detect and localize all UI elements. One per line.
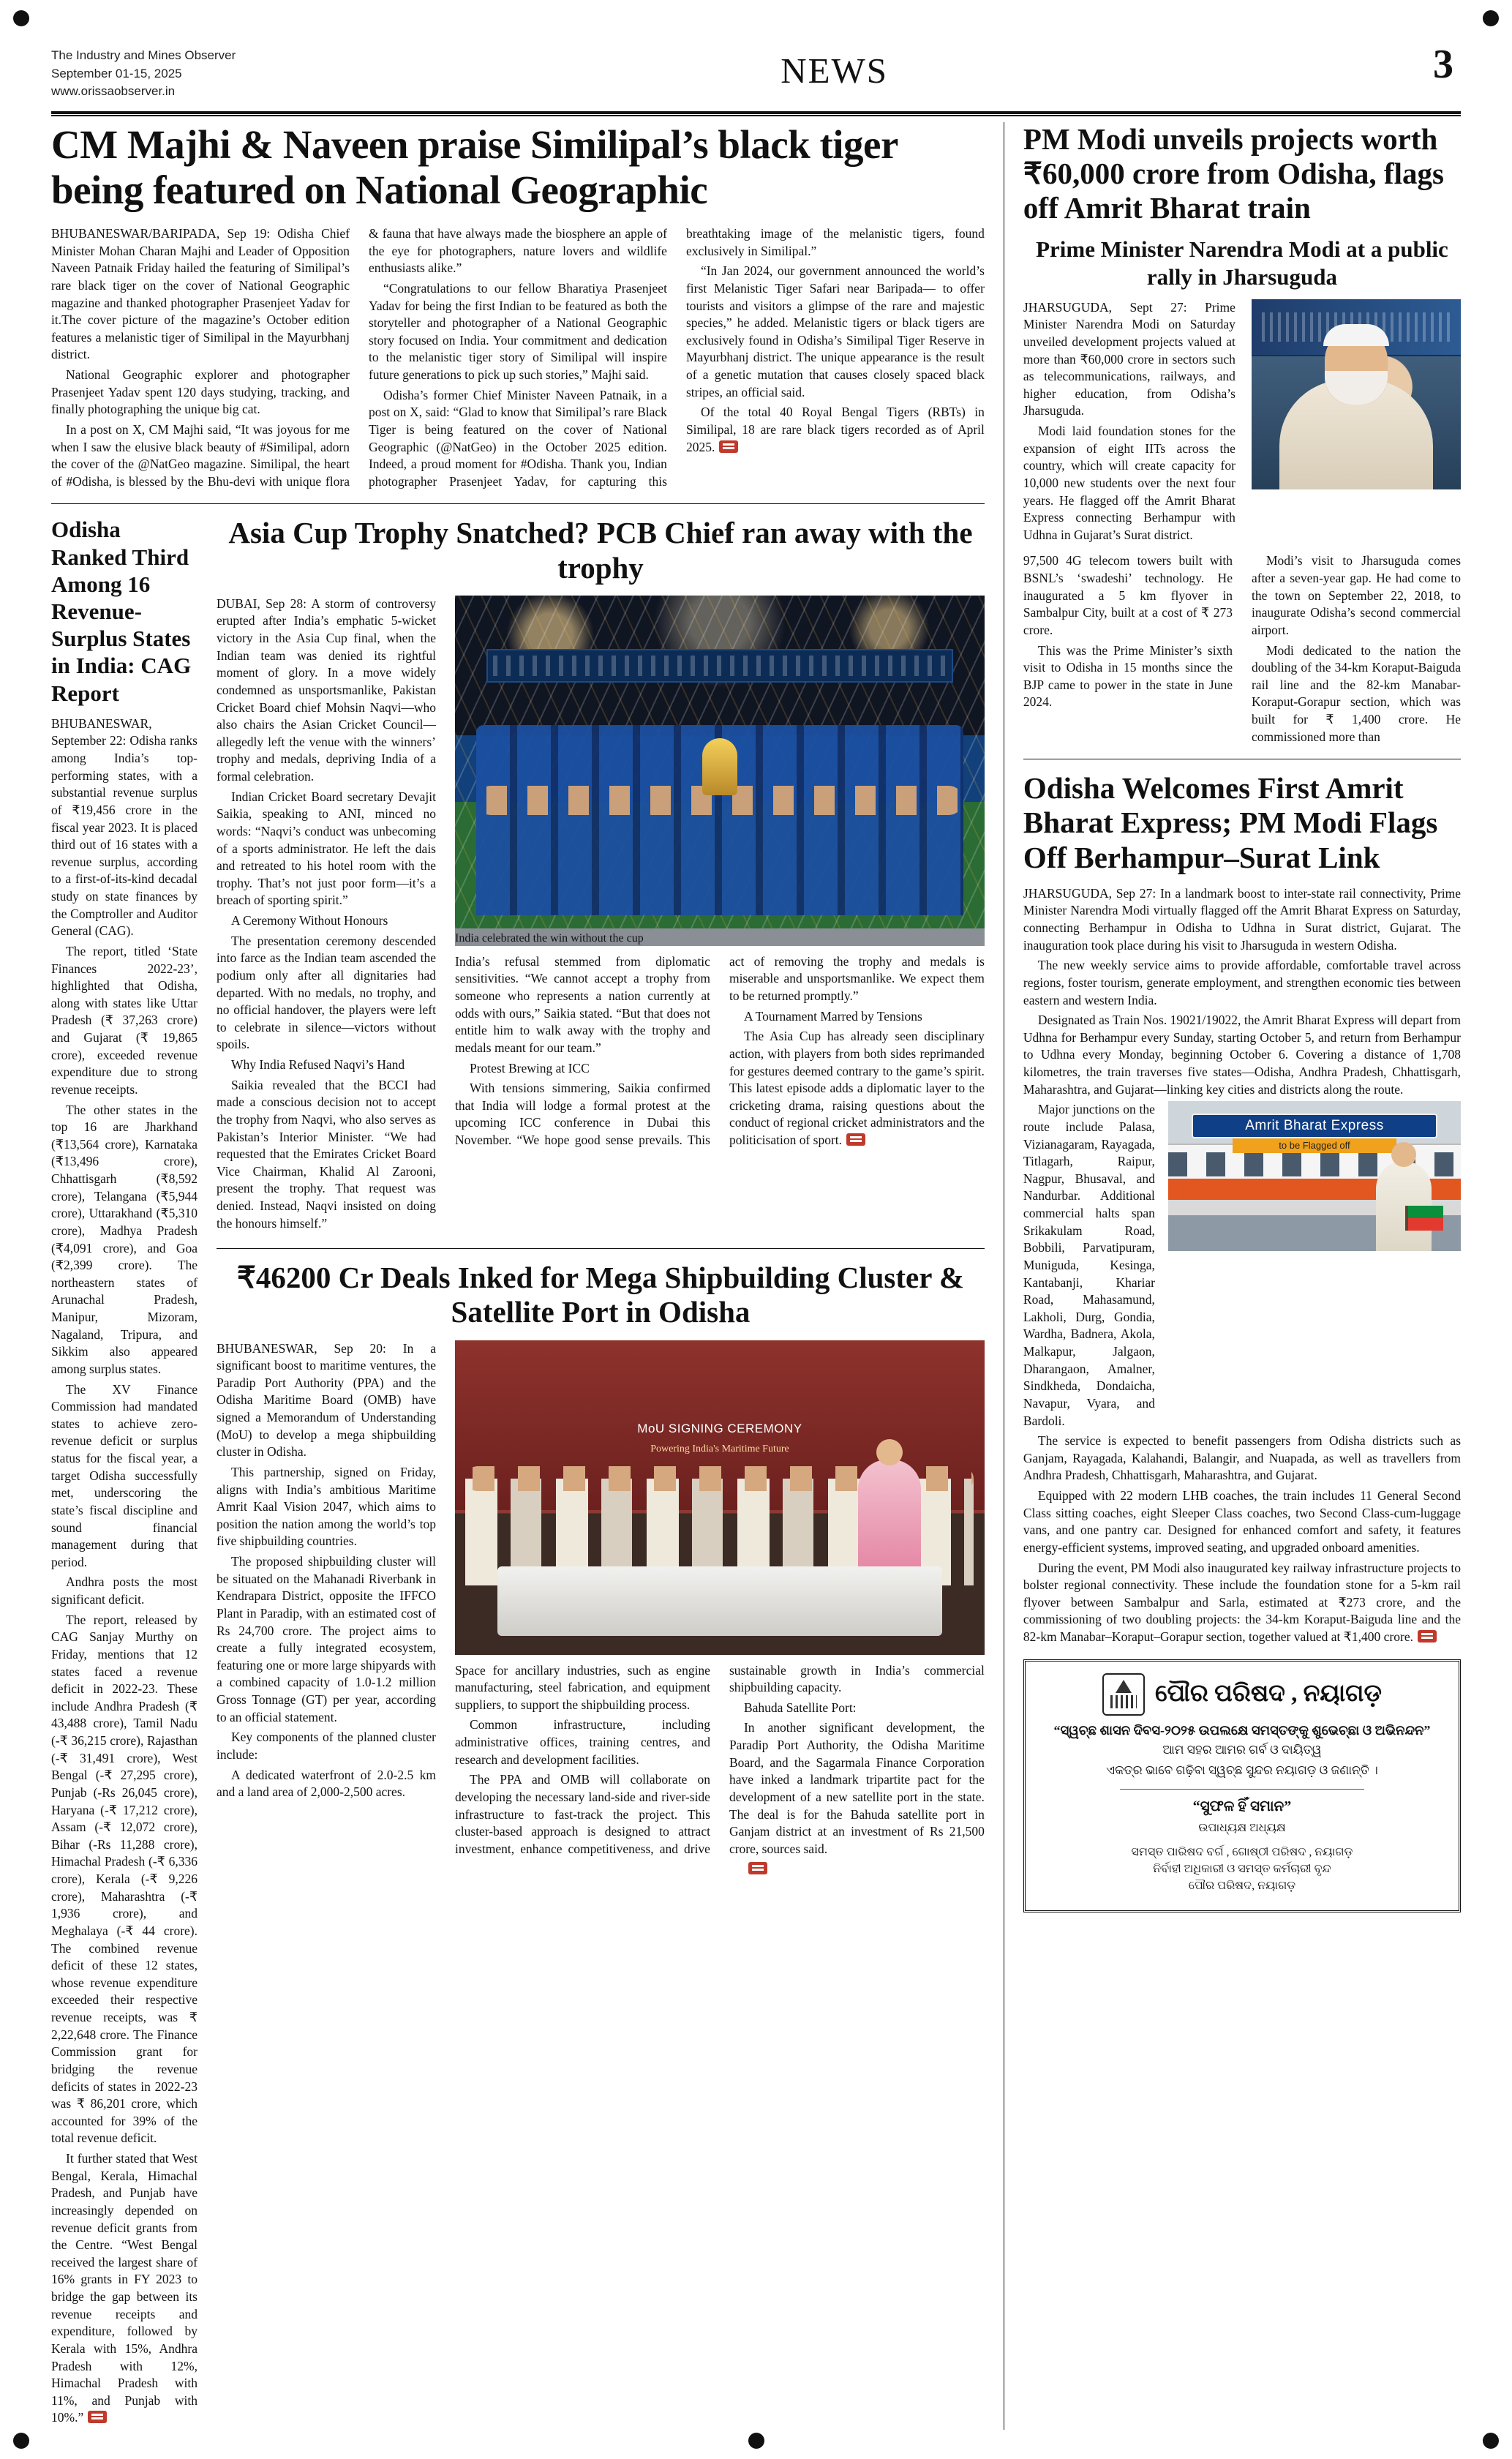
- article-lead-story: [51, 122, 985, 491]
- pm-modi-subhead: Prime Minister Narendra Modi at a public rally in Jharsuguda: [1036, 236, 1448, 290]
- end-mark-icon: [846, 1133, 865, 1146]
- asia-cup-headline: Asia Cup Trophy Snatched? PCB Chief ran away with the trophy: [228, 516, 973, 585]
- paragraph: The PPA and OMB will collaborate on developing the necessary land-side and river-side infrastructure to fast-track the project. This cluster-based approach is designed to attract investment, enhance competitiveness, and drive sustainable growth in India’s commercial shipbuilding capacity.: [455, 1662, 985, 1856]
- photo-caption: India celebrated the win without the cup: [455, 931, 644, 945]
- mou-signing-photo: MoU SIGNING CEREMONY Powering India's Maritime Future: [455, 1340, 985, 1655]
- paragraph: The report, titled ‘State Finances 2022-23’, highlighted that Odisha, along with states like Uttar Pradesh (₹ 37,263 crore) and Gujarat (₹ 19,865 crore), exceeded revenue expenditure due to strong revenue receipts.: [51, 943, 198, 1097]
- odisha-ranked-headline: Odisha Ranked Third Among 16 Revenue-Surplus States in India: CAG Report: [51, 517, 192, 706]
- pm-modi-continuation: [1023, 552, 1461, 746]
- ad-line-2: ଏକତ୍ର ଭାବେ ଗଢ଼ିବା ସ୍ୱଚ୍ଛ ସୁନ୍ଦର ନୟାଗଡ଼ ଓ ଜଣାନ୍ତି ।: [1106, 1763, 1378, 1778]
- paragraph: BHUBANESWAR, Sep 20: In a significant boost to maritime ventures, the Paradip Port Authority (PPA) and the Odisha Maritime Board (OMB) have signed a Memorandum of Understanding (MoU) to develop a mega shipbuilding cluster in Odisha.: [217, 1340, 436, 1460]
- shipbuilding-continuation: [455, 1662, 985, 1879]
- paragraph: The presentation ceremony descended into farce as the Indian team ascended the podium only after all dignitaries had departed. With no medals, no trophy, and no official handover, the players were left to celebrate in silence—victors without spoils.: [217, 933, 436, 1052]
- masthead-publication-block: [51, 44, 236, 101]
- train-banner-text: Amrit Bharat Express: [1192, 1114, 1437, 1138]
- right-column: [1023, 122, 1461, 2430]
- paragraph: Key components of the planned cluster include:: [217, 1730, 436, 1762]
- page-number: 3: [1432, 42, 1453, 87]
- paragraph: Designated as Train Nos. 19021/19022, the Amrit Bharat Express will depart from Udhna for Berhampur every Sunday, starting October 5, and return from Berhampur to Udhna every Monday, beginning October 6. Covering a distance of 1,708 kilometres, the train traverses five states—Odisha, Andhra Pradesh, Chhattisgarh, Maharashtra, and Gujarat—linking key cities and districts along the route.: [1023, 1013, 1462, 1097]
- publication-name: The Industry and Mines Observer: [51, 48, 236, 62]
- section-row-two: [51, 503, 985, 2430]
- registration-mark: [13, 10, 29, 26]
- ad-line-1: ଆମ ସହର ଆମର ଗର୍ବ ଓ ଦାୟିତ୍ୱ: [1162, 1742, 1322, 1757]
- paragraph-text: Of the total 40 Royal Bengal Tigers (RBTs) in Similipal, 18 are rare black tigers recorded as of April 2025.: [685, 405, 985, 454]
- pm-modi-headline: PM Modi unveils projects worth ₹60,000 crore from Odisha, flags off Amrit Bharat train: [1023, 121, 1444, 225]
- paragraph: JHARSUGUDA, Sept 27: Prime Minister Narendra Modi on Saturday unveiled development projects valued at more than ₹60,000 crore in sectors such as telecommunications, railways, and higher education, from Odisha’s Jharsuguda.: [1023, 299, 1235, 418]
- paragraph: JHARSUGUDA, Sep 27: In a landmark boost to inter-state rail connectivity, Prime Minister Narendra Modi virtually flagged off the Amrit Bharat Express on Saturday, connecting Berhampur in Odisha to Udhna in Surat district, Gujarat. The inauguration took place during his visit to Jharsuguda in western Odisha.: [1023, 885, 1462, 953]
- amrit-bharat-train-photo: [1168, 1101, 1461, 1251]
- paragraph: Protest Brewing at ICC: [470, 1060, 590, 1075]
- paragraph: The report, released by CAG Sanjay Murthy on Friday, mentions that 12 states faced a revenue deficit in 2022-23. These include Andhra Pradesh (₹ 43,488 crore), Tamil Nadu (-₹ 36,215 crore), Rajasthan (-₹ 31,491 crore), West Bengal (-₹ 27,295 crore), Punjab (-Rs 26,045 crore), Haryana (-₹ 17,212 crore), Assam (-₹ 12,072 crore), Bihar (-Rs 11,288 crore), Himachal Pradesh (-₹ 6,336 crore), Kerala (-₹ 9,226 crore), Maharashtra (-₹ 1,936 crore), and Meghalaya (-₹ 44 crore). The combined revenue deficit of these 12 states, whose revenue expenditure exceeded their respective revenue receipts, was ₹ 2,22,648 crore. The Finance Commission grant for bridging the revenue deficits of states in 2022-23 was ₹ 86,201 crore, which accounted for 39% of the total revenue deficit.: [51, 1612, 198, 2146]
- paragraph: Odisha’s former Chief Minister Naveen Patnaik, in a post on X, said: “Glad to know that Similipal’s rare Black Tiger is being featured on the cover of National Geographic (@NatGeo) in the October 2025 edition. Indeed, a proud moment for #Odisha. Thank you, Indian photographer Prasenjeet Yadav, for capturing this breathtaking image of the melanistic tigers, found exclusively in Similipal.”: [368, 226, 985, 489]
- paragraph: Modi’s visit to Jharsuguda comes after a seven-year gap. He had come to the town on September 22, 2018, to inaugurate Odisha’s second commercial airport.: [1251, 553, 1462, 637]
- section-title: NEWS: [781, 50, 889, 91]
- page-content: [51, 122, 1461, 2430]
- train-photo-block: [1168, 1101, 1461, 1433]
- asia-cup-continuation: [455, 953, 985, 1151]
- paragraph: Major junctions on the route include Palasa, Vizianagaram, Rayagada, Titlagarh, Raipur, Nagpur, Bhusaval, and Nandurbar. Additional commercial halts span Srikakulam Road, Bobbili, Parvatipuram, Muniguda, Kesinga, Kantabanji, Khariar Road, Mahasamund, Lakholi, Durg, Gondia, Wardha, Badnera, Akola, Malkapur, Jalgaon, Dharangaon, Amalner, Sindkheda, Dondaicha, Navapur, Vyara, and Bardoli.: [1023, 1102, 1155, 1428]
- article-odisha-ranked: [51, 516, 198, 2430]
- paragraph: This was the Prime Minister’s sixth visit to Odisha in 15 months since the BJP came to power in the state in June 2024.: [1023, 642, 1233, 710]
- paragraph: A Tournament Marred by Tensions: [743, 1008, 922, 1024]
- ad-title: ପୌର ପରିଷଦ , ନୟାଗଡ଼: [1155, 1681, 1382, 1708]
- publication-date: September 01-15, 2025: [51, 66, 182, 80]
- asia-cup-top: [217, 596, 985, 1236]
- pm-modi-top: [1023, 299, 1461, 547]
- left-columns: [51, 122, 985, 2430]
- paragraph: In a post on X, CM Majhi said, “It was joyous for me when I saw the elusive black beauty of #Similipal, adorn the cover of the @NatGeo magazine. Similipal, the heart of #Odisha, is blessed by the Bhu-devi with unique flora & fauna that have always made the biosphere an apple of the eye for photographers, nature lovers and wildlife enthusiasts alike.”: [51, 226, 667, 489]
- shipbuilding-photo-block: [455, 1340, 985, 1879]
- paragraph: Equipped with 22 modern LHB coaches, the train includes 11 General Second Class sitting coaches, eight Sleeper Class coaches, two Second Class-cum-luggage vans, and one pantry car. Designed for enhanced comfort and safety, it features energy-efficient systems, improved seating, and upgraded onboard amenities.: [1023, 1488, 1462, 1555]
- paragraph-text: The Asia Cup has already seen disciplinary action, with players from both sides reprimanded for gestures deemed contrary to the game’s spirit. This latest episode adds a diplomatic layer to the cricketing drama, raising questions about the conduct of regional cricket administrators and the politicisation of sport.: [729, 1029, 985, 1148]
- paragraph: A Ceremony Without Honours: [231, 913, 388, 928]
- asia-cup-col1: [217, 596, 436, 1236]
- paragraph: This partnership, signed on Friday, aligns with India’s ambitious Maritime Amrit Kaal Vision 2047, which aims to position the nation among the world’s top five shipbuilding countries.: [217, 1464, 436, 1549]
- paragraph: [729, 1861, 985, 1878]
- paragraph: With tensions simmering, Saikia confirmed that India will lodge a formal protest at the upcoming ICC conference in Dubai this November. “We hope good sense prevails. This act of removing the trophy and medals is miserable and unsportsmanlike. We expect them to be returned promptly.”: [455, 953, 985, 1148]
- pm-modi-photo-block: [1252, 299, 1461, 547]
- ad-header: [1039, 1673, 1445, 1716]
- ad-footer-2: ନିର୍ବାହୀ ଅଧିକାରୀ ଓ ସମସ୍ତ କର୍ମଚାରୀ ବୃନ୍ଦ: [1153, 1863, 1331, 1876]
- ad-motto: “ସୁଫଳ ହିଁ ସମାନ”: [1192, 1798, 1292, 1814]
- paragraph: [729, 1028, 985, 1149]
- cricket-celebration-photo: [455, 596, 985, 946]
- paragraph: 97,500 4G telecom towers built with BSNL’s ‘swadeshi’ technology. He inaugurated a 5 km flyover in Sambalpur City, built at a cost of ₹ 273 crore.: [1023, 553, 1233, 637]
- advertisement-municipality: [1023, 1659, 1461, 1913]
- ad-divider: [1120, 1789, 1364, 1790]
- masthead: [51, 44, 1461, 111]
- shipbuilding-col1: [217, 1340, 436, 1879]
- lead-body: [51, 225, 985, 490]
- municipality-emblem-icon: [1102, 1673, 1145, 1716]
- paragraph: [51, 2150, 198, 2427]
- ad-quote: “ସ୍ୱଚ୍ଛ ଶାସନ ଦିବସ-୨୦୨୫ ଉପଲକ୍ଷେ ସମସ୍ତଙ୍କୁ ଶୁଭେଚ୍ଛା ଓ ଅଭିନନ୍ଦନ”: [1053, 1722, 1431, 1738]
- amrit-bharat-col1: [1023, 1101, 1155, 1433]
- registration-mark: [1483, 10, 1499, 26]
- publication-website[interactable]: www.orissaobserver.in: [51, 84, 176, 99]
- end-mark-icon: [1418, 1630, 1437, 1643]
- paragraph: BHUBANESWAR/BARIPADA, Sep 19: Odisha Chief Minister Mohan Charan Majhi and Leader of Opposition Naveen Patnaik Friday hailed the featuring of Similipal’s rare black tiger on the cover of National Geographic magazine and thanked photographer Prasenjeet Yadav for it.The cover picture of the magazine’s October edition features a melanistic tiger of Similipal in the Mayurbhanj district.: [51, 226, 350, 362]
- train-banner-subtext: to be Flagged off: [1233, 1138, 1396, 1153]
- indian-flag-icon: [1405, 1206, 1443, 1231]
- paragraph: The proposed shipbuilding cluster will be situated on the Mahanadi Riverbank in Kendrapara District, opposite the IFFCO Plant in Paradip, with an estimated cost of Rs 24,700 crore. The project aims to create a fully integrated ecosystem, featuring one or more large shipyards with a combined capacity of 1.0-1.2 million Gross Tonnage (GT) per year, according to an official statement.: [217, 1554, 436, 1724]
- paragraph: “In Jan 2024, our government announced the world’s first Melanistic Tiger Safari near Baripada— to offer tourists and visitors a glimpse of the rare and majestic species,” he added. Melanistic tigers or black tigers are exclusively found in Odisha’s Similipal Tiger Reserve in Mayurbhanj district. The unique appearance is the result of a genetic mutation that causes closely spaced black stripes, an official said.: [685, 263, 985, 399]
- paragraph: [686, 404, 985, 456]
- paragraph: Saikia revealed that the BCCI had made a conscious decision not to accept the trophy from Naqvi, who also serves as Pakistan’s Interior Minister. “We had requested that the Emirates Cricket Board Vice Chairman, Khalid Al Zarooni, present the trophy. That request was denied. Instead, Naqvi insisted on doing the honours himself.”: [217, 1077, 436, 1231]
- paragraph: The XV Finance Commission had mandated states to achieve zero-revenue deficit or surplus status for the fiscal year, a target Odisha successfully met, underscoring the state’s fiscal discipline and sound financial management during that period.: [51, 1381, 198, 1569]
- article-pm-modi: [1023, 122, 1461, 746]
- paragraph: BHUBANESWAR, September 22: Odisha ranks among India’s top-performing states, with a substantial revenue surplus of ₹19,456 crore in the fiscal year 2023. It is placed third out of 16 states with a revenue surplus, according to a first-of-its-kind decadal study on state finances by the Comptroller and Auditor General (CAG).: [51, 716, 198, 939]
- paragraph: Indian Cricket Board secretary Devajit Saikia, speaking to ANI, minced no words: “Naqvi’s conduct was unbecoming of a sports administrator. He left the dais and retreated to his hotel room with the trophy. That’s not just poor form—it’s a breach of sporting spirit.”: [217, 789, 436, 908]
- registration-mark: [13, 2433, 29, 2449]
- lead-headline: CM Majhi & Naveen praise Similipal’s black tiger being featured on National Geographic: [51, 121, 898, 212]
- paragraph: Why India Refused Naqvi’s Hand: [231, 1057, 405, 1073]
- ad-footer-1: ସମସ୍ତ ପାରିଷଦ ବର୍ଗ , ଗୋଷ୍ଠୀ ପରିଷଦ , ନୟାଗଡ଼: [1131, 1845, 1353, 1858]
- paragraph: India’s refusal stemmed from diplomatic sensitivities. “We cannot accept a trophy from someone who represents a nation currently at odds with ours,” Saikia stated. “But that does not entitle him to walk away with the trophy and medals meant for our team.”: [455, 953, 710, 1055]
- paragraph: DUBAI, Sep 28: A storm of controversy erupted after India’s emphatic 5-wicket victory in the Asia Cup final, when the Indian team was denied its rightful moment of glory. In a move widely condemned as unsportsmanlike, Pakistan Cricket Board chief Mohsin Naqvi—who also chairs the Asian Cricket Council—allegedly left the venue with the winners’ trophy and medals, depriving India of a formal celebration.: [217, 596, 436, 784]
- modi-portrait-photo: [1252, 299, 1461, 489]
- article-amrit-bharat: [1023, 759, 1461, 1645]
- paragraph-text: During the event, PM Modi also inaugurated key railway infrastructure projects to bolster regional connectivity. These include the foundation stone for a 5-km rail flyover between Sambalpur and Sarla, estimated at ₹273 crore, and the commissioning of two doubling projects: the 34-km Koraput-Baiguda line and the 82-km Manabar–Koraput–Gorapur section, together valued at ₹1,400 crore.: [1023, 1560, 1462, 1645]
- end-mark-icon: [719, 440, 738, 453]
- asia-cup-photo-block: [455, 596, 985, 1236]
- registration-mark: [1483, 2433, 1499, 2449]
- end-mark-icon: [88, 2411, 107, 2423]
- amrit-bharat-headline: Odisha Welcomes First Amrit Bharat Express; PM Modi Flags Off Berhampur–Surat Link: [1023, 771, 1438, 874]
- shipbuilding-headline: ₹46200 Cr Deals Inked for Mega Shipbuilding Cluster & Satellite Port in Odisha: [236, 1261, 965, 1329]
- amrit-bharat-photo-row: [1023, 1101, 1461, 1433]
- paragraph: Common infrastructure, including administrative offices, training centres, and research and development facilities.: [455, 1717, 710, 1767]
- paragraph-text: It further stated that West Bengal, Kerala, Himachal Pradesh, and Punjab have increasingly depended on revenue deficit grants from the Centre. “West Bengal received the largest share of 16% grants in FY 2023 to bridge the gap between its revenue receipts and expenditure, followed by Kerala with 15%, Andhra Pradesh with 12%, Himachal Pradesh with 11%, and Punjab with 10%.”: [51, 2151, 198, 2425]
- ad-motto-sub: ଉପାଧ୍ୟକ୍ଷ ଅଧ୍ୟକ୍ଷ: [1198, 1821, 1286, 1834]
- paragraph: A dedicated waterfront of 2.0-2.5 km and a land area of 2,000-2,500 acres.: [217, 1767, 436, 1800]
- paragraph: National Geographic explorer and photographer Prasenjeet Yadav spent 120 days studying, tracking, and finally photographing the unique big cat.: [51, 367, 350, 417]
- end-mark-icon: [748, 1862, 767, 1874]
- masthead-divider: [51, 111, 1461, 116]
- paragraph: Andhra posts the most significant deficit.: [51, 1574, 198, 1607]
- paragraph: The new weekly service aims to provide affordable, comfortable travel across regions, foster tourism, generate employment, and strengthen economic ties between eastern and western India.: [1023, 958, 1462, 1007]
- paragraph: “Congratulations to our fellow Bharatiya Prasenjeet Yadav for being the first Indian to be featured as both the storyteller and photographer of a National Geographic story focused on India. Your commitment and dedication to the melanistic tiger story of Similipal will inspire future generations to pick up such stories,” Majhi said.: [368, 280, 667, 383]
- paragraph: Space for ancillary industries, such as engine manufacturing, steel fabrication, and equipment suppliers, to support the shipbuilding process.: [455, 1662, 710, 1712]
- shipbuilding-top: [217, 1340, 985, 1879]
- pm-modi-col1: [1023, 299, 1235, 547]
- article-asia-cup: [217, 516, 985, 2430]
- paragraph: The other states in the top 16 are Jharkhand (₹13,564 crore), Karnataka (₹13,496 crore), Chhattisgarh (₹8,592 crore), Telangana (₹5,944 crore), Uttarakhand (₹5,310 crore), Madhya Pradesh (₹4,091 crore), and Goa (₹2,399 crore). The northeastern states of Arunachal Pradesh, Manipur, Mizoram, Nagaland, Tripura, and Sikkim also appeared among surplus states.: [51, 1102, 198, 1376]
- paragraph: In another significant development, the Paradip Port Authority, the Odisha Maritime Board, and the Sagarmala Finance Corporation have inked a landmark tripartite pact for the development of a new satellite port in the state. The deal is for the Bahuda satellite port in Ganjam district at an investment of Rs 21,500 crore, sources said.: [729, 1720, 985, 1856]
- ad-footer-3: ପୌର ପରିଷଦ, ନୟାଗଡ଼: [1188, 1880, 1296, 1893]
- paragraph: Bahuda Satellite Port:: [743, 1700, 857, 1715]
- registration-mark: [748, 2433, 764, 2449]
- article-shipbuilding: [217, 1248, 985, 1878]
- paragraph: The service is expected to benefit passengers from Odisha districts such as Ganjam, Rayagada, Kalahandi, Balangir, and Nuapada, as well as travellers from Andhra Pradesh, Chhattisgarh, Maharashtra, and Gujarat.: [1023, 1433, 1462, 1483]
- paragraph: Modi laid foundation stones for the expansion of eight IITs across the country, which will create capacity for 10,000 new students over the next four years. He flagged off the Amrit Bharat Express connecting Berhampur with Udhna in Gujarat’s Surat district.: [1023, 424, 1235, 542]
- paragraph: [1023, 1560, 1461, 1646]
- paragraph: Modi dedicated to the nation the doubling of the 34-km Koraput-Baiguda rail line and the 82-km Manabar-Koraput-Gorapur section, which was built for ₹ 1,400 crore. He commissioned more than: [1251, 642, 1462, 744]
